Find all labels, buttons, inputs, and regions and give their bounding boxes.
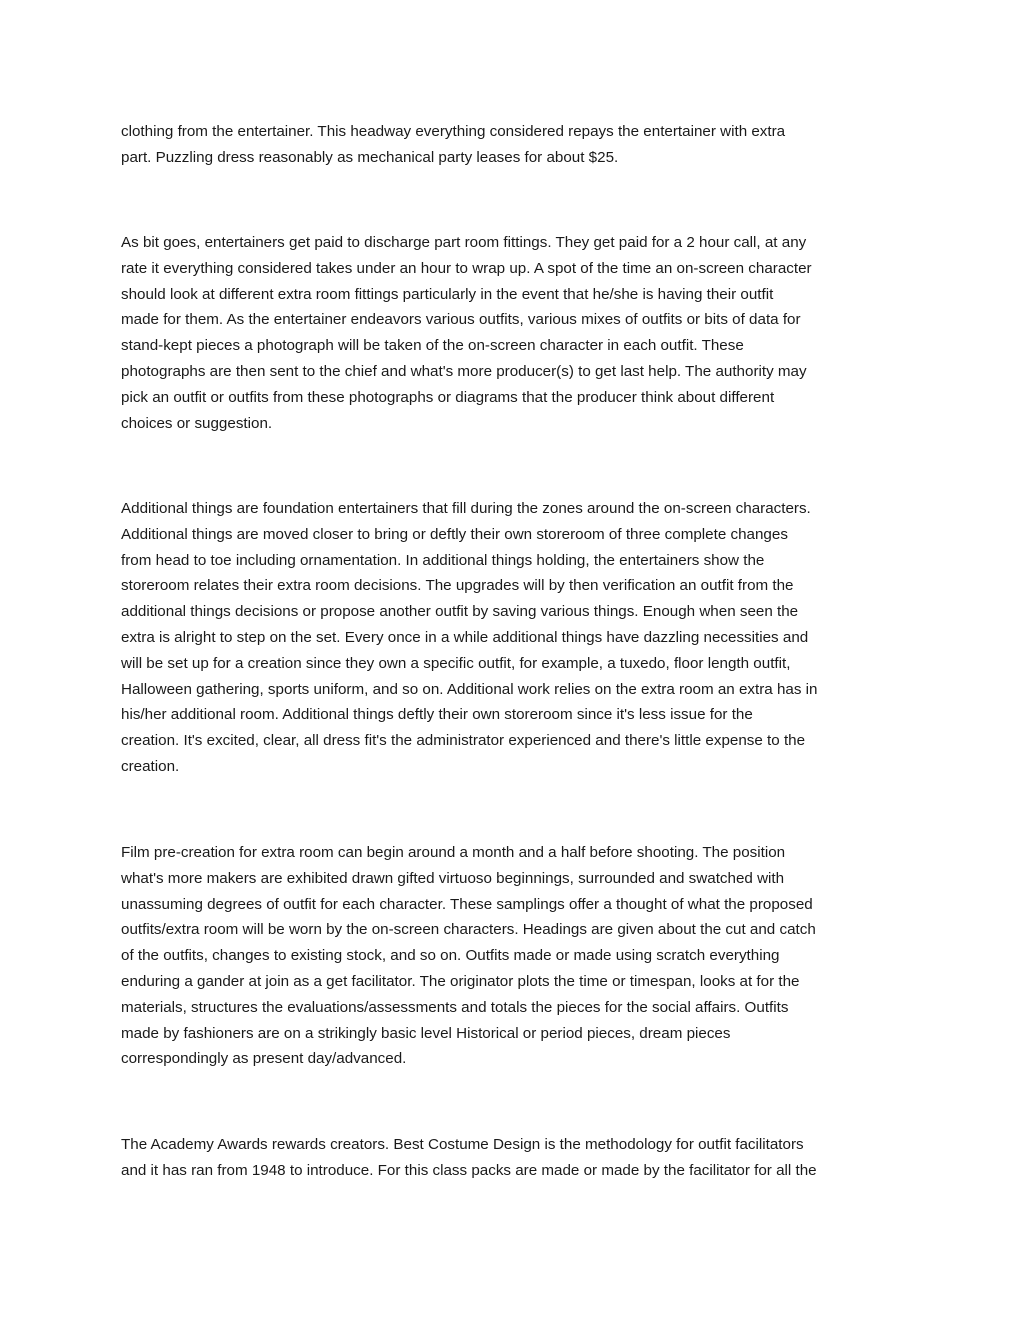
text-line: Film pre-creation for extra room can begin around a month and a half before shooting. The position (121, 844, 786, 861)
paragraph (121, 496, 911, 780)
text-line: stand-kept pieces a photograph will be taken of the on-screen character in each outfit. These (121, 337, 744, 355)
text-line: made for them. As the entertainer endeavors various outfits, various mixes of outfits or bits of data for (121, 311, 801, 329)
text-line: of the outfits, changes to existing stock, and so on. Outfits made or made using scratch everything (121, 947, 780, 965)
text-line: photographs are then sent to the chief and what's more producer(s) to get last help. The authority may (121, 362, 807, 380)
text-line: correspondingly as present day/advanced. (121, 1050, 407, 1068)
text-line: additional things decisions or propose another outfit by saving various things. Enough when seen the (121, 603, 799, 621)
text-line: pick an outfit or outfits from these photographs or diagrams that the producer think about different (121, 388, 775, 406)
text-line: and it has ran from 1948 to introduce. For this class packs are made or made by the facilitator for all the (121, 1161, 817, 1179)
text-line: enduring a gander at join as a get facilitator. The originator plots the time or timespan, looks at for the (121, 972, 800, 990)
text-line: choices or suggestion. (121, 414, 273, 432)
text-line: will be set up for a creation since they own a specific outfit, for example, a tuxedo, floor length outfit, (121, 654, 791, 672)
text-line: Halloween gathering, sports uniform, and so on. Additional work relies on the extra room an extra has in (121, 680, 818, 698)
text-line: what's more makers are exhibited drawn gifted virtuoso beginnings, surrounded and swatched with (121, 869, 785, 887)
text-line: made by fashioners are on a strikingly basic level Historical or period pieces, dream pieces (121, 1024, 731, 1042)
paragraph (121, 840, 911, 1072)
text-line: unassuming degrees of outfit for each character. These samplings offer a thought of what the proposed (121, 895, 813, 913)
text-line: outfits/extra room will be worn by the on-screen characters. Headings are given about the cut and catch (121, 921, 816, 939)
text-line: should look at different extra room fittings particularly in the event that he/she is having their outfit (121, 285, 774, 303)
text-line: part. Puzzling dress reasonably as mechanical party leases for about $25. (121, 148, 619, 166)
paragraph (121, 119, 911, 171)
text-line: storeroom relates their extra room decisions. The upgrades will by then verification an outfit from the (121, 577, 794, 595)
paragraph (121, 230, 911, 436)
text-line: rate it everything considered takes under an hour to wrap up. A spot of the time an on-screen character (121, 259, 812, 277)
text-line: extra is alright to step on the set. Every once in a while additional things have dazzling necessities and (121, 628, 809, 646)
text-line: clothing from the entertainer. This headway everything considered repays the entertainer with extra (121, 123, 786, 140)
text-line: creation. It's excited, clear, all dress fit's the administrator experienced and there's little expense to the (121, 732, 806, 750)
text-line: The Academy Awards rewards creators. Best Costume Design is the methodology for outfit facilitators (121, 1136, 804, 1153)
text-line: Additional things are moved closer to bring or deftly their own storeroom of three complete changes (121, 525, 788, 543)
text-line: Additional things are foundation entertainers that fill during the zones around the on-screen characters. (121, 500, 811, 517)
text-line: creation. (121, 757, 180, 775)
text-line: materials, structures the evaluations/assessments and totals the pieces for the social affairs. Outfits (121, 998, 789, 1016)
paragraph (121, 1132, 911, 1184)
text-line: his/her additional room. Additional things deftly their own storeroom since it's less issue for the (121, 706, 753, 724)
text-line: from head to toe including ornamentation. In additional things holding, the entertainers show the (121, 551, 765, 569)
text-line: As bit goes, entertainers get paid to discharge part room fittings. They get paid for a 2 hour call, at any (121, 234, 807, 251)
